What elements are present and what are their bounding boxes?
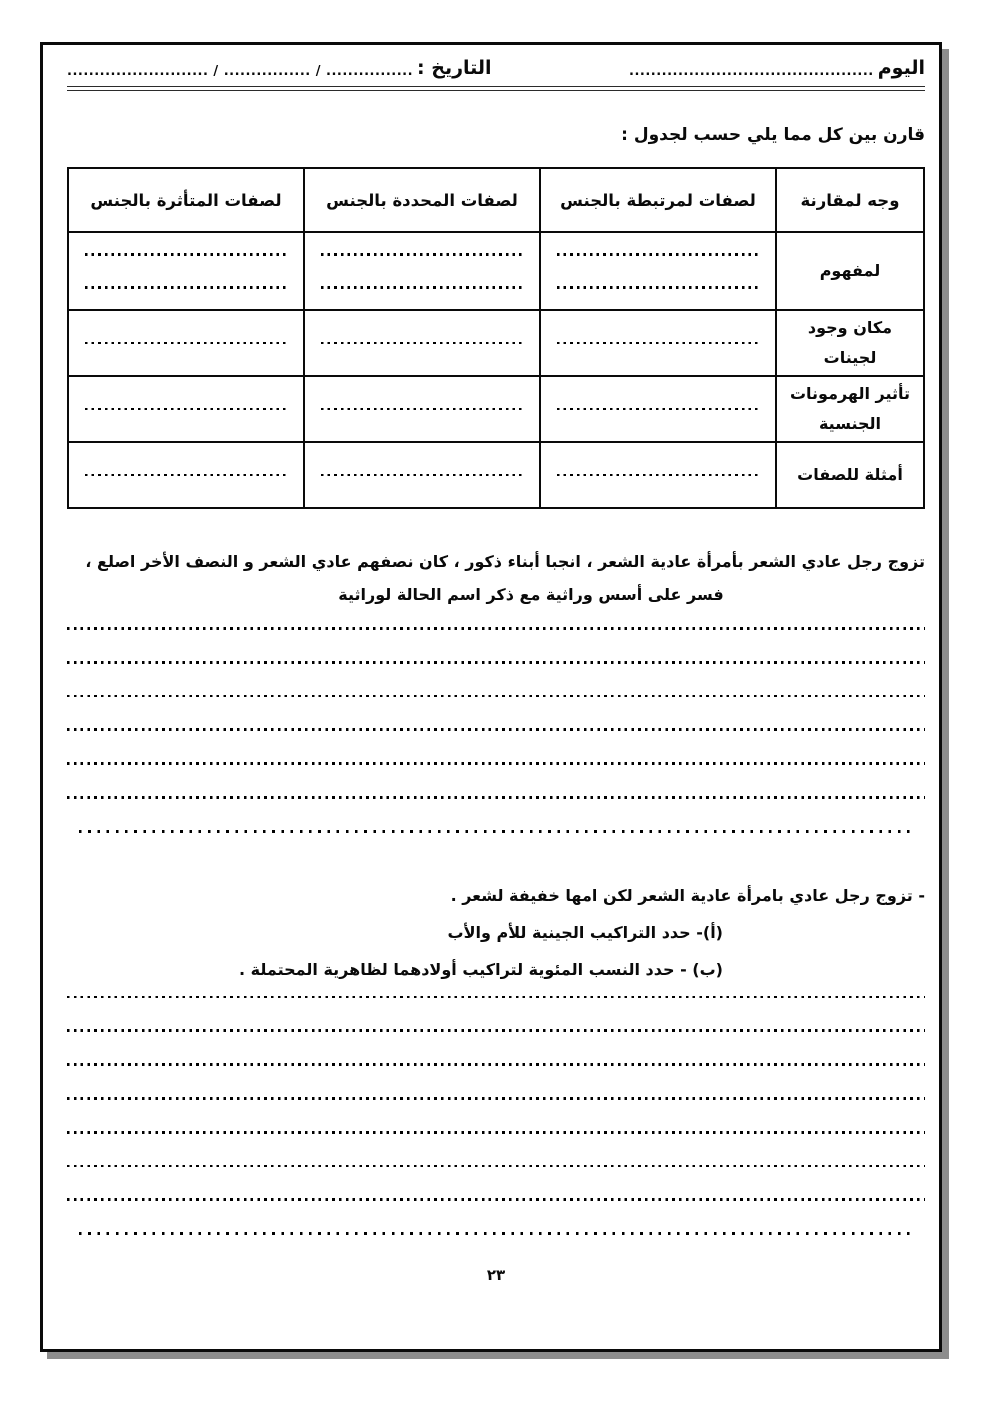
question-2-line-1: - تزوج رجل عادي بامرأة عادية الشعر لكن امها خفيفة لشعر . xyxy=(450,885,925,905)
dotted-answer-line xyxy=(67,1198,925,1201)
table-answer-cell xyxy=(304,442,540,508)
table-answer-cell xyxy=(304,376,540,442)
cell-dotted-line xyxy=(321,253,523,256)
col-header-aspect: وجه لمقارنة xyxy=(776,168,924,232)
cell-dotted-line xyxy=(557,408,759,411)
dotted-answer-line xyxy=(67,1165,925,1168)
dotted-answer-line xyxy=(67,796,925,799)
worksheet-page xyxy=(40,42,942,1352)
table-answer-cell xyxy=(540,310,776,376)
question-2-item-a: (أ)- حدد التراكيب الجينية للأم والأب xyxy=(447,922,723,942)
dotted-answer-line xyxy=(67,695,925,698)
dotted-answer-line xyxy=(67,627,925,630)
row-label: مكان وجود لجينات xyxy=(776,310,924,376)
day-dotted-blank: ............................................. xyxy=(629,64,874,79)
day-field xyxy=(629,57,925,79)
dotted-answer-line xyxy=(67,996,925,999)
table-answer-cell xyxy=(540,442,776,508)
day-label: اليوم xyxy=(877,57,925,79)
comparison-table-head xyxy=(68,168,924,232)
row-label: لمفهوم xyxy=(776,232,924,310)
col-header-sex-limited: لصفات المحددة بالجنس xyxy=(304,168,540,232)
comparison-table xyxy=(67,167,925,509)
cell-dotted-line xyxy=(557,286,759,289)
page-number: ٢٣ xyxy=(486,1265,506,1284)
col-header-sex-influenced: لصفات المتأثرة بالجنس xyxy=(68,168,304,232)
cell-dotted-line xyxy=(557,342,759,345)
cell-dotted-line xyxy=(321,408,523,411)
cell-dotted-line xyxy=(321,342,523,345)
dotted-answer-line xyxy=(67,1029,925,1032)
date-field xyxy=(67,57,492,79)
cell-dotted-line xyxy=(321,474,523,477)
cell-dotted-line xyxy=(557,253,759,256)
cell-dotted-line xyxy=(321,286,523,289)
answer-area-2 xyxy=(67,996,925,1235)
table-answer-cell xyxy=(540,376,776,442)
table-row xyxy=(68,232,924,310)
dotted-answer-line xyxy=(79,1232,911,1235)
col-header-sex-linked: لصفات لمرتبطة بالجنس xyxy=(540,168,776,232)
date-dotted-blank: ................ / ................ / .......................... xyxy=(67,64,414,79)
row-label: تأثير الهرمونات الجنسية xyxy=(776,376,924,442)
comparison-table-body xyxy=(68,232,924,508)
page-header xyxy=(67,57,925,79)
dotted-answer-line xyxy=(67,1131,925,1134)
table-answer-cell xyxy=(68,442,304,508)
cell-dotted-line xyxy=(85,474,287,477)
cell-dotted-line xyxy=(85,408,287,411)
header-divider xyxy=(67,86,925,91)
date-label: التاريخ : xyxy=(417,57,492,79)
table-answer-cell xyxy=(540,232,776,310)
table-row xyxy=(68,310,924,376)
table-row xyxy=(68,376,924,442)
question-1-line-1: تزوج رجل عادي الشعر بأمرأة عادية الشعر ، انجبا أبناء ذكور ، كان نصفهم عادي الشعر و النصف الأخر اصلع ، xyxy=(85,552,925,571)
dotted-answer-line xyxy=(67,762,925,765)
row-label: أمثلة للصفات xyxy=(776,442,924,508)
dotted-answer-line xyxy=(67,1097,925,1100)
answer-area-1 xyxy=(67,627,925,833)
dotted-answer-line xyxy=(67,661,925,664)
table-header-row xyxy=(68,168,924,232)
cell-dotted-line xyxy=(85,286,287,289)
table-row xyxy=(68,442,924,508)
table-answer-cell xyxy=(68,232,304,310)
dotted-answer-line xyxy=(67,728,925,731)
question-2-item-b: (ب) - حدد النسب المئوية لتراكيب أولادهما لظاهرية المحتملة . xyxy=(238,959,723,979)
table-answer-cell xyxy=(68,376,304,442)
question-1-line-2: فسر على أسس وراثية مع ذكر اسم الحالة لوراثية xyxy=(338,585,724,604)
table-answer-cell xyxy=(68,310,304,376)
dotted-answer-line xyxy=(67,1063,925,1066)
cell-dotted-line xyxy=(557,474,759,477)
cell-dotted-line xyxy=(85,342,287,345)
table-answer-cell xyxy=(304,232,540,310)
cell-dotted-line xyxy=(85,253,287,256)
question-1 xyxy=(67,545,925,611)
table-answer-cell xyxy=(304,310,540,376)
compare-instruction: قارن بين كل مما يلي حسب لجدول : xyxy=(621,125,925,145)
dotted-answer-line xyxy=(79,830,911,833)
question-2 xyxy=(67,877,925,988)
